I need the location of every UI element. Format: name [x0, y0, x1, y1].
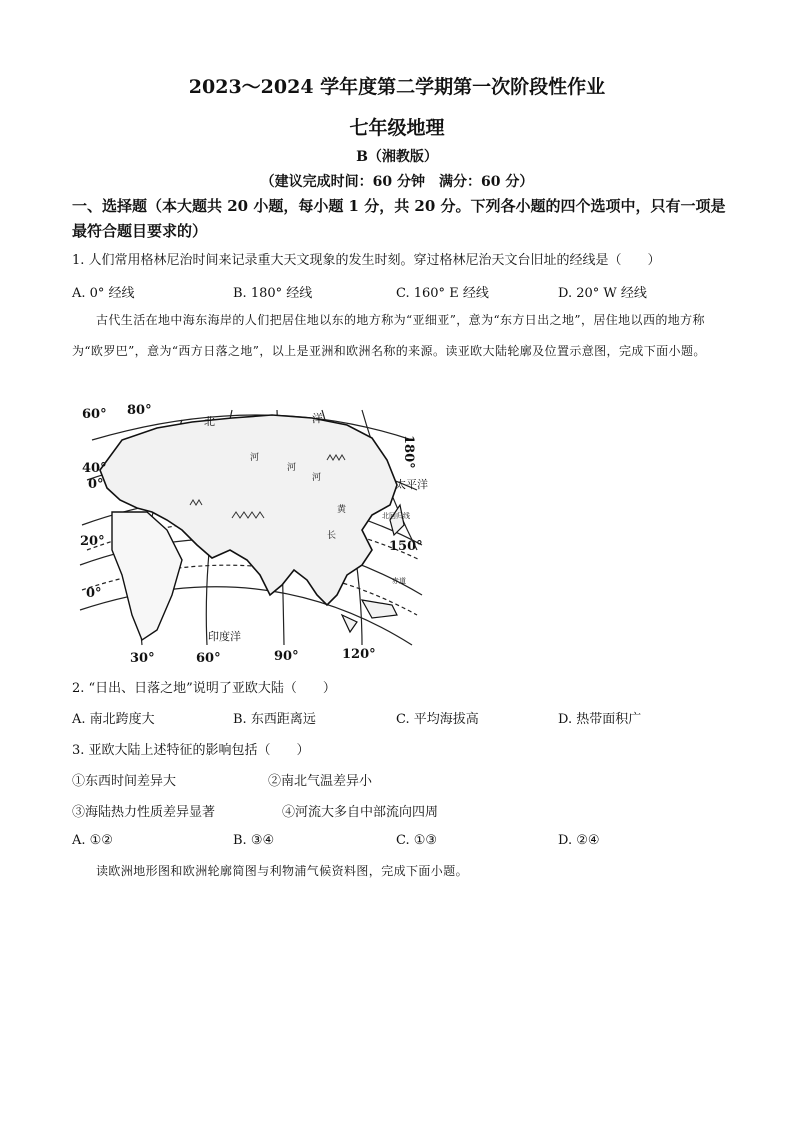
- q1-option-a[interactable]: A. 0° 经线: [72, 286, 135, 301]
- lon-label: 180°: [401, 435, 416, 469]
- place-label: 黄: [337, 505, 347, 515]
- section-heading: 一、选择题（本大题共 20 小题，每小题 1 分，共 20 分。下列各小题的四个选项中，只有一项是最符合题目要求的）: [72, 197, 726, 240]
- lat-label: 20°: [80, 534, 105, 549]
- place-label: 河: [312, 473, 322, 483]
- place-label: 洋: [312, 412, 323, 425]
- lat-label: 80°: [127, 403, 152, 418]
- q2-option-c[interactable]: C. 平均海拔高: [396, 712, 479, 727]
- question-1-stem: 1. 人们常用格林尼治时间来记录重大天文现象的发生时刻。穿过格林尼治天文台旧址的经线是（ ）: [72, 253, 661, 268]
- place-label: 河: [287, 463, 297, 473]
- q2-option-a[interactable]: A. 南北跨度大: [72, 712, 155, 727]
- lat-label: 0°: [88, 477, 104, 492]
- time-score-note: （建议完成时间：60 分钟 满分：60 分）: [260, 174, 534, 190]
- place-label: 北回归线: [382, 512, 410, 520]
- place-label: 长: [327, 531, 337, 541]
- island-shape: [342, 615, 357, 632]
- q1-option-c[interactable]: C. 160° E 经线: [396, 286, 489, 301]
- lon-label: 30°: [130, 651, 155, 666]
- q2-option-d[interactable]: D. 热带面积广: [558, 712, 642, 727]
- q3-option-b[interactable]: B. ③④: [233, 833, 275, 848]
- q3-item-4: ④河流大多自中部流向四周: [282, 805, 439, 820]
- q3-option-c[interactable]: C. ①③: [396, 833, 438, 848]
- lat-label: 0°: [86, 586, 102, 601]
- africa-outline: [112, 512, 182, 640]
- reading-passage-1: 古代生活在地中海东海岸的人们把居住地以东的地方称为“亚细亚”，意为“东方日出之地”，居住地以西的地方称为“欧罗巴”，意为“西方日落之地”，以上是亚洲和欧洲名称的来源。读亚欧大陆轮廓及位置示意图，完成下面小题。: [72, 313, 706, 358]
- question-2-stem: 2. “日出、日落之地”说明了亚欧大陆（ ）: [72, 681, 336, 696]
- place-label: 赤道: [392, 577, 406, 585]
- lat-label: 40°: [82, 461, 107, 476]
- lon-label: 60°: [196, 651, 221, 666]
- q1-option-d[interactable]: D. 20° W 经线: [558, 286, 647, 301]
- q3-item-1: ①东西时间差异大: [72, 774, 177, 789]
- q3-option-a[interactable]: A. ①②: [72, 833, 113, 848]
- eurasia-map-figure: [72, 400, 428, 666]
- question-3-stem: 3. 亚欧大陆上述特征的影响包括（ ）: [72, 743, 310, 758]
- paper-subject: 七年级地理: [349, 117, 445, 139]
- paper-title: 2023～2024 学年度第二学期第一次阶段性作业: [188, 76, 606, 98]
- lon-label: 90°: [274, 649, 299, 664]
- q2-option-b[interactable]: B. 东西距离远: [233, 712, 316, 727]
- lon-label: 150°: [389, 539, 423, 554]
- lat-label: 60°: [82, 407, 107, 422]
- place-label: 印度洋: [208, 630, 241, 643]
- eurasia-map: [72, 400, 428, 666]
- place-label: 河: [250, 453, 260, 463]
- q3-option-d[interactable]: D. ②④: [558, 833, 600, 848]
- place-label: 太平洋: [395, 478, 428, 491]
- place-label: 北: [204, 415, 215, 428]
- paper-edition: B（湘教版）: [356, 149, 438, 165]
- lon-label: 120°: [342, 647, 376, 662]
- q3-item-2: ②南北气温差异小: [268, 774, 373, 789]
- q3-item-3: ③海陆热力性质差异显著: [72, 805, 216, 820]
- reading-passage-2: 读欧洲地形图和欧洲轮廓简图与利物浦气候资料图，完成下面小题。: [96, 864, 469, 878]
- q1-option-b[interactable]: B. 180° 经线: [233, 286, 313, 301]
